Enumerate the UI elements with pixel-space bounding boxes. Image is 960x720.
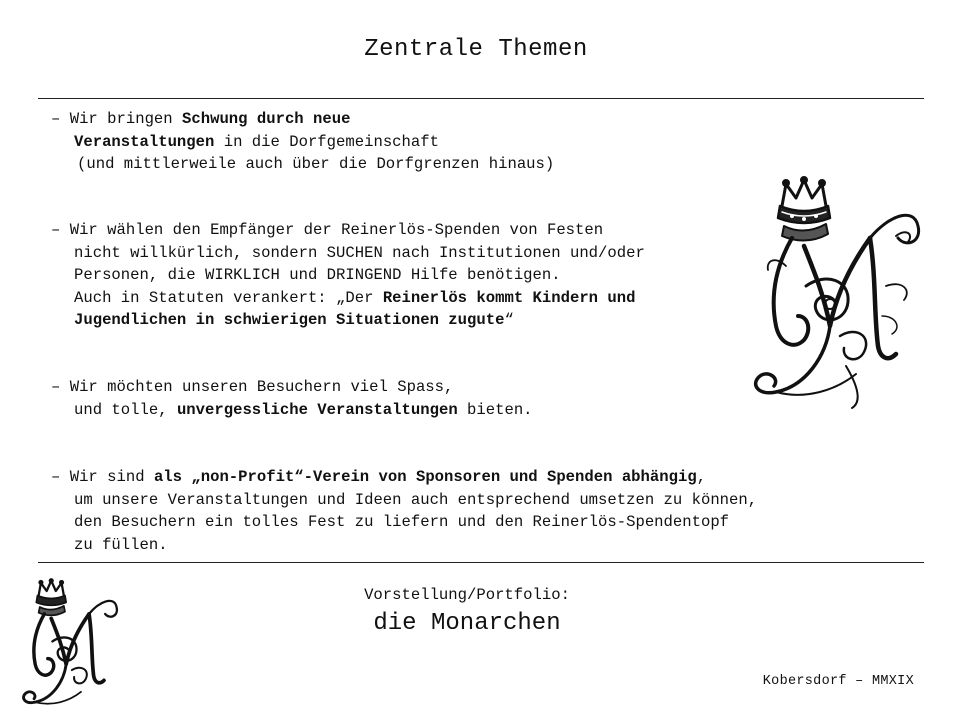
bullet-line (51, 534, 757, 557)
text-run: (und mittlerweile auch über die Dorfgrenzen hinaus) (77, 155, 555, 174)
bold-text-run: Schwung durch neue (182, 110, 351, 128)
bullet-point-4 (51, 466, 757, 556)
text-run: den Besuchern ein tolles Fest zu liefern und den Reinerlös-Spendentopf (74, 513, 730, 532)
bullet-line (51, 242, 645, 265)
bullet-line (51, 219, 645, 242)
bullet-line (51, 153, 554, 176)
crowned-monogram-small-icon (18, 578, 120, 714)
bold-text-run: unvergessliche Veranstaltungen (176, 400, 458, 419)
portfolio-name: die Monarchen (373, 610, 561, 637)
bullet-line (51, 511, 757, 534)
text-run: – Wir bringen (51, 110, 183, 128)
footer-place-year: Kobersdorf – MMXIX (762, 674, 914, 689)
bullet-line (51, 489, 757, 512)
slide-title: Zentrale Themen (364, 36, 588, 63)
top-divider (38, 98, 924, 99)
text-run: in die Dorfgemeinschaft (214, 132, 439, 151)
bullet-point-1 (51, 108, 554, 176)
text-run: um unsere Veranstaltungen und Ideen auch entsprechend umsetzen zu können, (74, 490, 758, 509)
bold-text-run: Reinerlös kommt Kindern und (382, 288, 636, 307)
bullet-line (51, 309, 645, 332)
bullet-line (51, 376, 533, 399)
text-run: bieten. (457, 400, 533, 419)
text-run: – Wir wählen den Empfänger der Reinerlös-Spenden von Festen (51, 221, 604, 239)
bold-text-run: als „non-Profit“-Verein von Sponsoren und Spenden abhängig (153, 468, 697, 486)
text-run: nicht willkürlich, sondern SUCHEN nach Institutionen und/oder (74, 243, 645, 262)
bullet-line (51, 399, 533, 422)
text-run: “ (504, 311, 514, 330)
bullet-line (51, 131, 554, 154)
text-run: Personen, die WIRKLICH und DRINGEND Hilfe benötigen. (74, 266, 561, 285)
bullet-line (51, 264, 645, 287)
bullet-point-3 (51, 376, 533, 421)
bold-text-run: Jugendlichen in schwierigen Situationen zugute (74, 311, 505, 330)
text-run: – Wir möchten unseren Besuchern viel Spass, (51, 378, 454, 396)
text-run: und tolle, (74, 400, 177, 419)
bold-text-run: Veranstaltungen (74, 132, 215, 151)
bullet-line (51, 466, 757, 489)
bullet-line (51, 287, 645, 310)
bullet-point-2 (51, 219, 645, 332)
portfolio-label: Vorstellung/Portfolio: (364, 586, 570, 604)
crowned-monogram-icon (746, 176, 924, 412)
text-run: – Wir sind (51, 468, 154, 486)
text-run: zu füllen. (74, 535, 168, 554)
text-run: Auch in Statuten verankert: „Der (74, 288, 383, 307)
bullet-line (51, 108, 554, 131)
bottom-divider (38, 562, 924, 563)
text-run: , (696, 468, 707, 486)
